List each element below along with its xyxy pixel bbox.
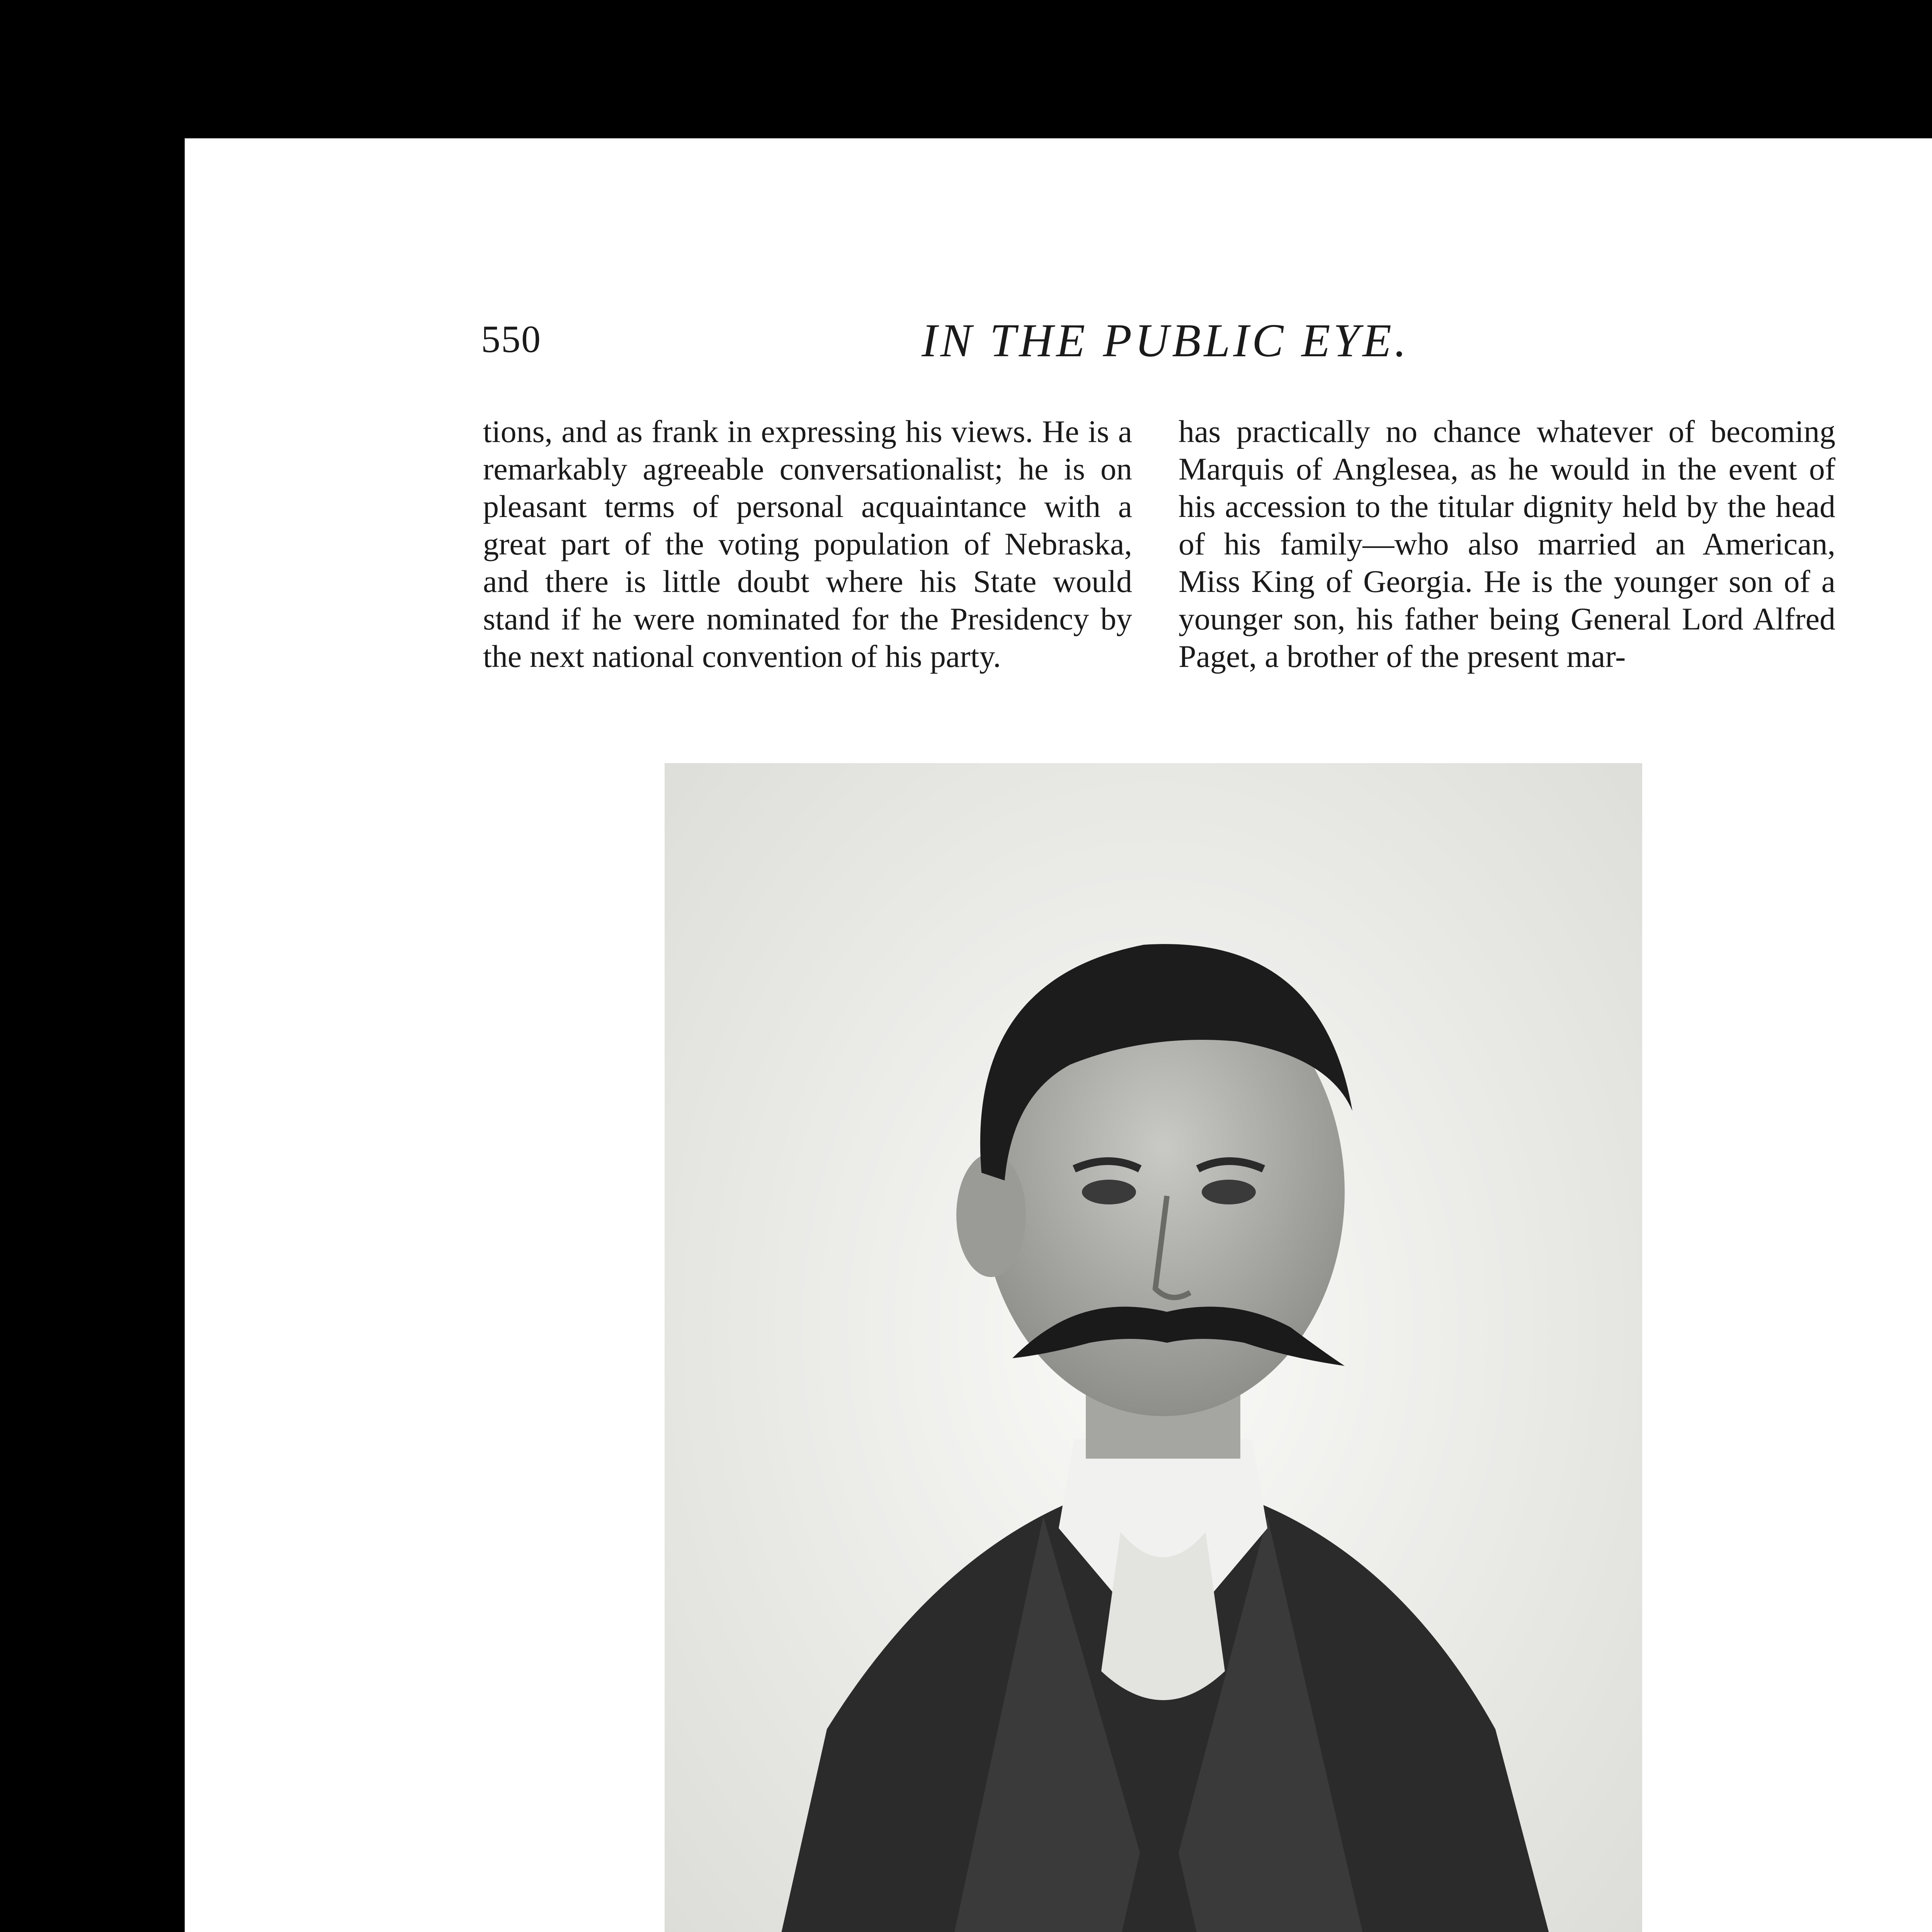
top-right-paragraph: has practically no chance whatever of becoming Marquis of Anglesea, as he would in the event of his accession to the titular dignity held by the head of his family—who also married an American, Miss King of Georgia. He is the younger son of a younger son, his father being General Lord Alfred Paget, a brother of the present mar- — [1179, 414, 1835, 674]
portrait-photograph — [665, 763, 1642, 1932]
page-header — [481, 317, 1776, 371]
top-right-column — [1179, 413, 1835, 675]
portrait-illustration — [665, 763, 1642, 1932]
page-number: 550 — [481, 318, 541, 361]
top-left-column — [483, 413, 1132, 675]
top-left-paragraph: tions, and as frank in expressing his views. He is a remarkably agreeable conversationalist; he is on pleasant terms of personal acquaintance with a great part of the voting population of Nebraska, and there is little doubt where his State would stand if he were nominated for the Presidency by the next national convention of his party. — [483, 414, 1132, 674]
running-title: IN THE PUBLIC EYE. — [922, 315, 1410, 367]
